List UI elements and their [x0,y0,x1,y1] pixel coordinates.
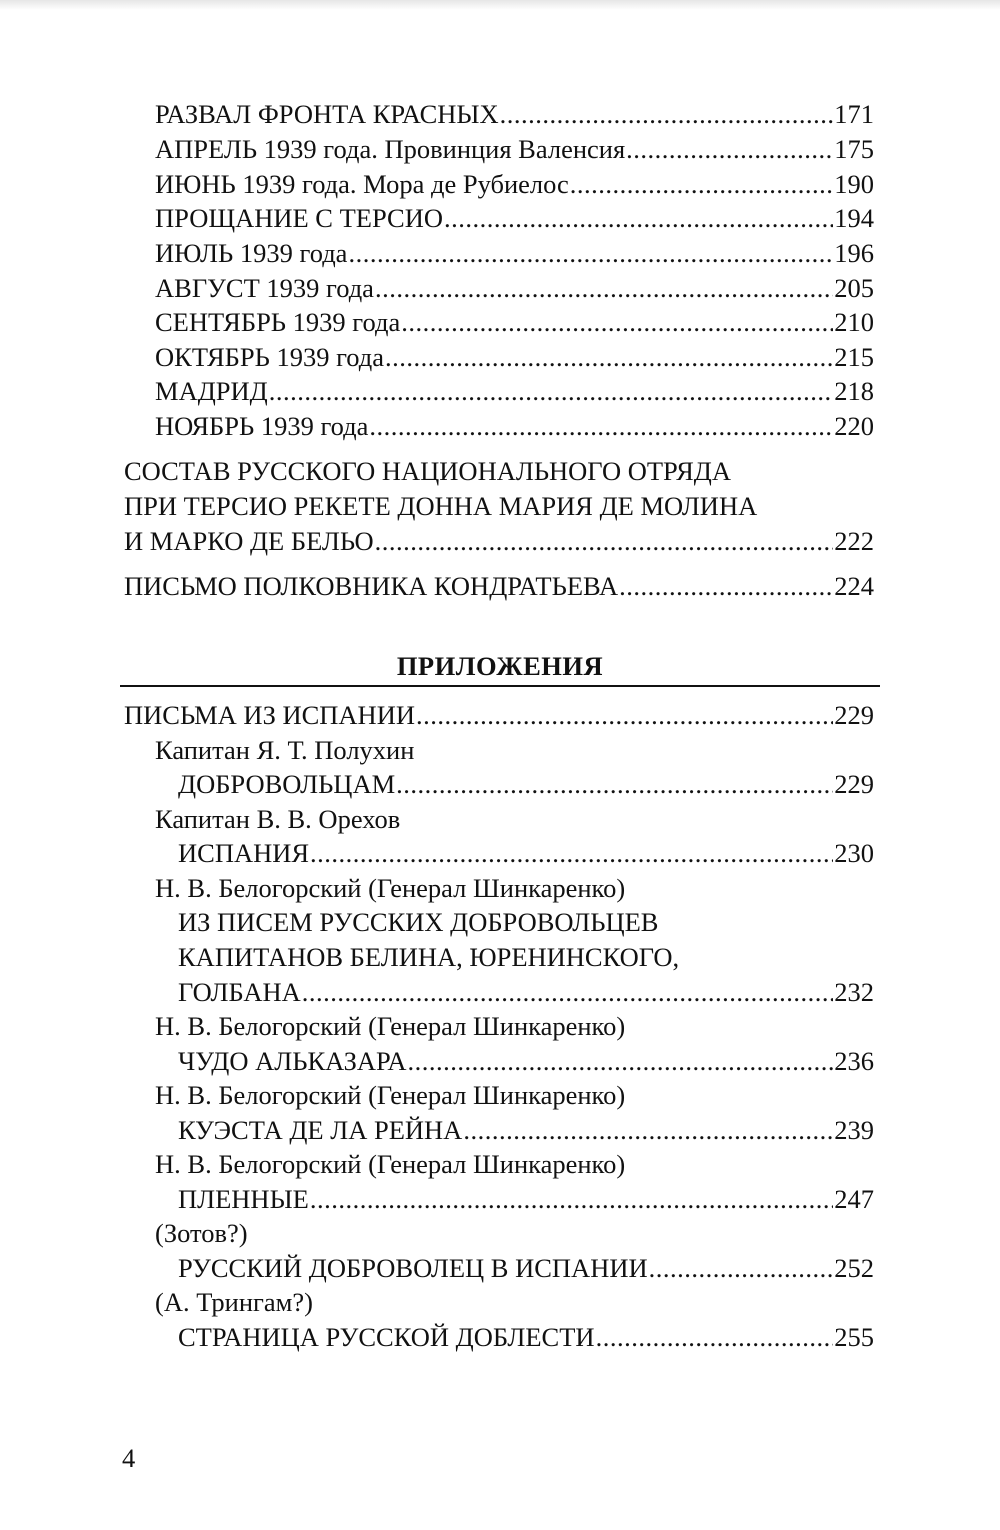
toc-entry [155,339,874,375]
toc-entry [155,373,874,409]
section-title-appendix: ПРИЛОЖЕНИЯ [396,651,604,681]
toc-entry-page: 171 [834,99,874,129]
toc-leader-dots [444,200,833,236]
toc-entry-title-line: КАПИТАНОВ БЕЛИНА, ЮРЕНИНСКОГО, [178,942,680,972]
toc-leader-dots [375,270,833,306]
toc-entry [155,96,874,132]
toc-entry [178,1112,874,1148]
toc-author: Капитан В. В. Орехов [155,804,401,834]
toc-author: Капитан Я. Т. Полухин [155,735,415,765]
toc-leader-dots [626,131,833,167]
toc-entry-page: 230 [834,838,874,868]
toc-leader-dots [570,166,833,202]
toc-author: (Зотов?) [155,1218,248,1248]
toc-entry-title: МАДРИД [155,376,268,406]
toc-entry-title: РУССКИЙ ДОБРОВОЛЕЦ В ИСПАНИИ [178,1253,648,1283]
toc-entry-page: 229 [834,769,874,799]
toc-leader-dots [375,523,834,559]
toc-entry [178,766,874,802]
toc-entry-page: 194 [834,203,874,233]
toc-entry [155,270,874,306]
toc-leader-dots [348,235,833,271]
toc-entry-page: 210 [834,307,874,337]
toc-entry-page: 196 [834,238,874,268]
toc-entry [124,568,874,604]
toc-entry-title-line: ИЗ ПИСЕМ РУССКИХ ДОБРОВОЛЬЦЕВ [178,907,659,937]
toc-entry-title: ОКТЯБРЬ 1939 года [155,342,385,372]
toc-entry [178,835,874,871]
toc-entry-title: ДОБРОВОЛЬЦАМ [178,769,396,799]
toc-entry [155,131,874,167]
toc-leader-dots [396,766,833,802]
toc-entry [178,1043,874,1079]
toc-entry-page: 205 [834,273,874,303]
toc-entry-page: 252 [834,1253,874,1283]
page-number: 4 [122,1443,136,1473]
toc-entry [155,166,874,202]
toc-entry [124,697,874,733]
toc-leader-dots [269,373,834,409]
toc-entry-title: ПИСЬМО ПОЛКОВНИКА КОНДРАТЬЕВА [124,571,619,601]
toc-entry-title: АВГУСТ 1939 года [155,273,374,303]
toc-leader-dots [401,304,833,340]
toc-entry [155,304,874,340]
toc-leader-dots [369,408,833,444]
toc-entry-page: 236 [834,1046,874,1076]
toc-entry-page: 232 [834,977,874,1007]
toc-entry [155,408,874,444]
toc-entry-title: ПИСЬМА ИЗ ИСПАНИИ [124,700,415,730]
toc-entry-title: СЕНТЯБРЬ 1939 года [155,307,401,337]
toc-leader-dots [596,1319,834,1355]
toc-entry-page: 190 [834,169,874,199]
toc-entry-title: АПРЕЛЬ 1939 года. Провинция Валенсия [155,134,626,164]
toc-entry-title: СТРАНИЦА РУССКОЙ ДОБЛЕСТИ [178,1322,595,1352]
toc-entry-page: 239 [834,1115,874,1145]
toc-entry [178,974,874,1010]
toc-entry-title: ИЮНЬ 1939 года. Мора де Рубиелос [155,169,569,199]
toc-leader-dots [385,339,833,375]
toc-entry-title: РАЗВАЛ ФРОНТА КРАСНЫХ [155,99,499,129]
toc-entry-title: ПРОЩАНИЕ С ТЕРСИО [155,203,443,233]
toc-author: Н. В. Белогорский (Генерал Шинкаренко) [155,1011,626,1041]
toc-entry-title: НОЯБРЬ 1939 года [155,411,369,441]
toc-author: Н. В. Белогорский (Генерал Шинкаренко) [155,873,626,903]
toc-entry-title: КУЭСТА ДЕ ЛА РЕЙНА [178,1115,463,1145]
toc-leader-dots [310,835,833,871]
toc-entry [124,523,874,559]
toc-leader-dots [416,697,833,733]
toc-entry [155,235,874,271]
toc-entry-title: ЧУДО АЛЬКАЗАРА [178,1046,407,1076]
toc-entry-page: 175 [834,134,874,164]
section-divider [120,685,880,687]
toc-entry-page: 255 [834,1322,874,1352]
toc-author: Н. В. Белогорский (Генерал Шинкаренко) [155,1080,626,1110]
toc-leader-dots [310,1181,833,1217]
toc-entry-title: ИСПАНИЯ [178,838,310,868]
toc-entry-title: ПЛЕННЫЕ [178,1184,309,1214]
toc-leader-dots [649,1250,834,1286]
toc-entry-sostav-line2: ПРИ ТЕРСИО РЕКЕТЕ ДОННА МАРИЯ ДЕ МОЛИНА [124,491,758,521]
toc-leader-dots [408,1043,834,1079]
toc-entry [178,1319,874,1355]
toc-leader-dots [302,974,834,1010]
toc-entry-title: ИЮЛЬ 1939 года [155,238,348,268]
toc-entry-page: 224 [834,571,874,601]
toc-entry [155,200,874,236]
toc-entry-title: И МАРКО ДЕ БЕЛЬО [124,526,374,556]
toc-entry [178,1250,874,1286]
toc-entry-title: ГОЛБАНА [178,977,301,1007]
toc-leader-dots [500,96,834,132]
scan-edge-shadow [0,0,1000,10]
toc-entry-sostav-line1: СОСТАВ РУССКОГО НАЦИОНАЛЬНОГО ОТРЯДА [124,456,732,486]
toc-entry [178,1181,874,1217]
toc-entry-page: 222 [834,526,874,556]
toc-entry-page: 247 [834,1184,874,1214]
toc-entry-page: 229 [834,700,874,730]
toc-entry-page: 220 [834,411,874,441]
toc-entry-page: 218 [834,376,874,406]
toc-entry-page: 215 [834,342,874,372]
toc-leader-dots [463,1112,833,1148]
toc-author: (А. Трингам?) [155,1287,313,1317]
toc-leader-dots [619,568,833,604]
toc-author: Н. В. Белогорский (Генерал Шинкаренко) [155,1149,626,1179]
